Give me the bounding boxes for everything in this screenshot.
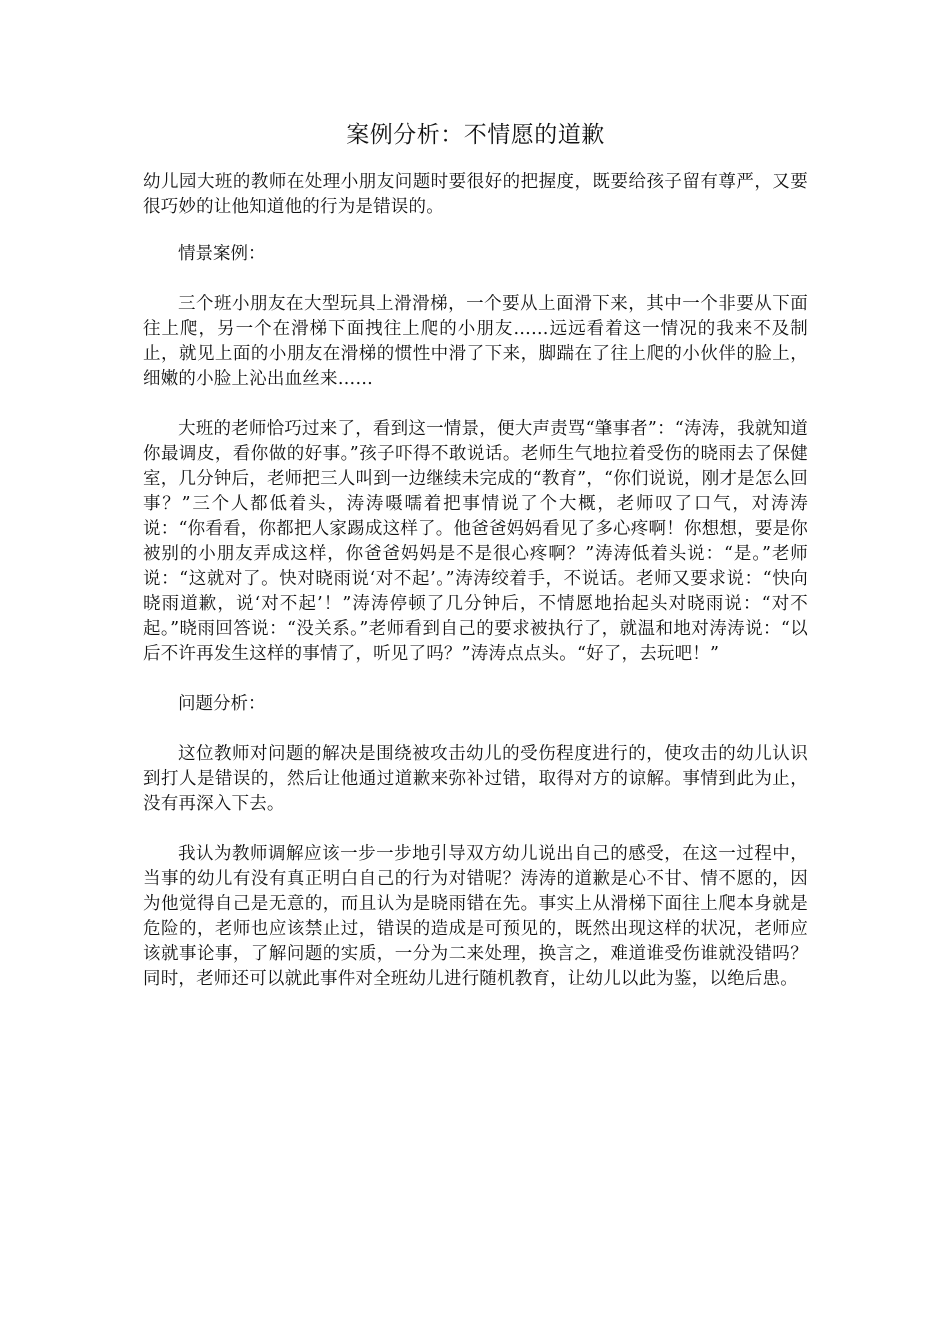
analysis-paragraph-2: 我认为教师调解应该一步一步地引导双方幼儿说出自己的感受，在这一过程中，当事的幼儿有没有真正明白自己的行为对错呢？涛涛的道歉是心不甘、情不愿的，因为他觉得自己是无意的，而且认为是晓雨错在先。事实上从滑梯下面往上爬本身就是危险的，老师也应该禁止过，错误的造成是可预见的，既然出现这样的状况，老师应该就事论事，了解问题的实质，一分为二来处理，换言之，难道谁受伤谁就没错吗？同时，老师还可以就此事件对全班幼儿进行随机教育，让幼儿以此为鉴，以绝后患。 [143,844,808,989]
analysis-heading: 问题分析： [178,694,266,714]
analysis-paragraph-1: 这位教师对问题的解决是围绕被攻击幼儿的受伤程度进行的，使攻击的幼儿认识到打人是错误的，然后让他通过道歉来弥补过错，取得对方的谅解。事情到此为止，没有再深入下去。 [143,744,808,814]
case-heading: 情景案例： [178,244,266,264]
intro-paragraph: 幼儿园大班的教师在处理小朋友问题时要很好的把握度，既要给孩子留有尊严，又要很巧妙的让他知道他的行为是错误的。 [143,172,808,217]
case-paragraph-2: 大班的老师恰巧过来了，看到这一情景，便大声责骂“肇事者”：“涛涛，我就知道你最调皮，看你做的好事。”孩子吓得不敢说话。老师生气地拉着受伤的晓雨去了保健室，几分钟后，老师把三人叫到一边继续未完成的“教育”，“你们说说，刚才是怎么回事？”三个人都低着头，涛涛嗫嚅着把事情说了个大概，老师叹了口气，对涛涛说：“你看看，你都把人家踢成这样了。他爸爸妈妈看见了多心疼啊！你想想，要是你被别的小朋友弄成这样，你爸爸妈妈是不是很心疼啊？”涛涛低着头说：“是。”老师说：“这就对了。快对晓雨说‘对不起’。”涛涛绞着手，不说话。老师又要求说：“快向晓雨道歉，说‘对不起’！”涛涛停顿了几分钟后，不情愿地抬起头对晓雨说：“对不起。”晓雨回答说：“没关系。”老师看到自己的要求被执行了，就温和地对涛涛说：“以后不许再发生这样的事情了，听见了吗？”涛涛点点头。“好了，去玩吧！” [143,419,808,664]
document-page [143,118,808,1017]
case-paragraph-1: 三个班小朋友在大型玩具上滑滑梯，一个要从上面滑下来，其中一个非要从下面往上爬，另一个在滑梯下面拽往上爬的小朋友……远远看着这一情况的我来不及制止，就见上面的小朋友在滑梯的惯性中滑了下来，脚踹在了往上爬的小伙伴的脸上，细嫩的小脸上沁出血丝来…… [143,294,808,389]
document-title: 案例分析：不情愿的道歉 [346,122,605,148]
